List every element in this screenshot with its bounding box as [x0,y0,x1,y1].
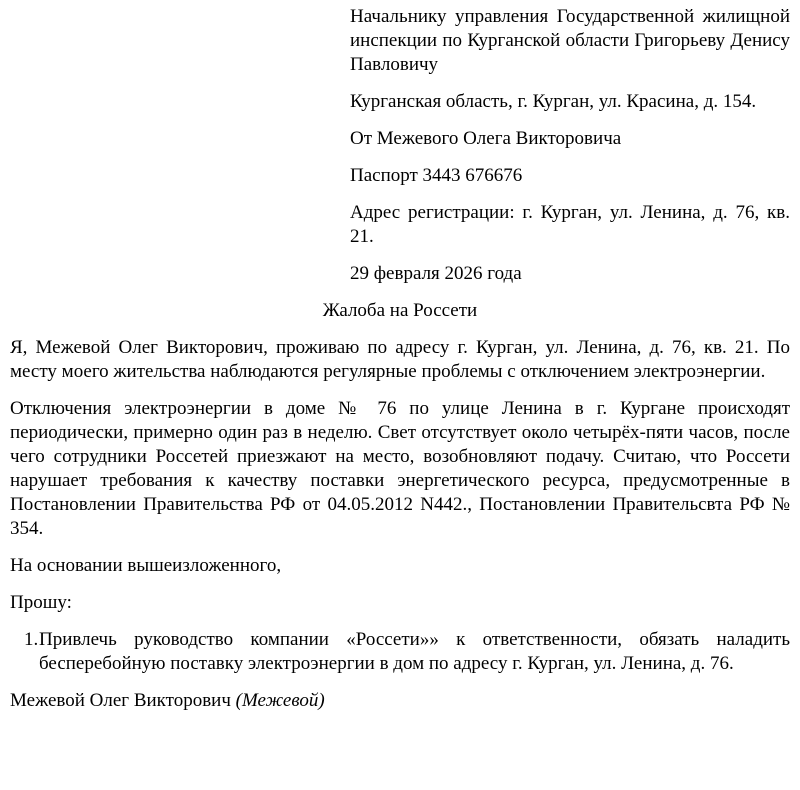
document-date: 29 февраля 2026 года [350,263,522,284]
recipient-addressee: Начальнику управления Государственной жилищной инспекции по Курганской области Григорьеву Денису Павловичу [350,6,790,75]
recipient-address: Курганская область, г. Курган, ул. Красина, д. 154. [350,91,757,112]
document-title: Жалоба на Россети [322,300,478,321]
signature-handwritten: (Межевой) [235,690,325,711]
body-paragraph-basis: На основании вышеизложенного, [10,555,282,576]
demand-number: 1. [24,629,39,650]
body-paragraph-intro: Я, Межевой Олег Викторович, проживаю по адресу г. Курган, ул. Ленина, д. 76, кв. 21. По месту моего жительства наблюдаются регулярные проблемы с отключением электроэнергии. [10,337,790,382]
demand-text: Привлечь руководство компании «Россети»» к ответственности, обязать наладить бесперебойную поставку электроэнергии в дом по адресу г. Курган, ул. Ленина, д. 76. [39,629,790,674]
body-paragraph-details: Отключения электроэнергии в доме № 76 по улице Ленина в г. Кургане происходят периодически, примерно один раз в неделю. Свет отсутствует около четырёх-пяти часов, после чего сотрудники Россетей приезжают на место, возобновляют подачу. Считаю, что Россети нарушает требования к качеству поставки энергетического ресурса, предусмотренные в Постановлении Правительства РФ от 04.05.2012 N442., Постановлении Правительсвта РФ № 354. [10,398,790,539]
recipient-block [350,5,790,286]
signature-name: Межевой Олег Викторович [10,690,236,711]
signature-line [10,689,790,713]
body-paragraph-request-label: Прошу: [10,592,72,613]
sender-registration-address: Адрес регистрации: г. Курган, ул. Ленина, д. 76, кв. 21. [350,202,790,247]
sender-passport: Паспорт 3443 676676 [350,165,523,186]
demand-list-item [10,628,790,676]
sender-name: От Межевого Олега Викторовича [350,128,622,149]
